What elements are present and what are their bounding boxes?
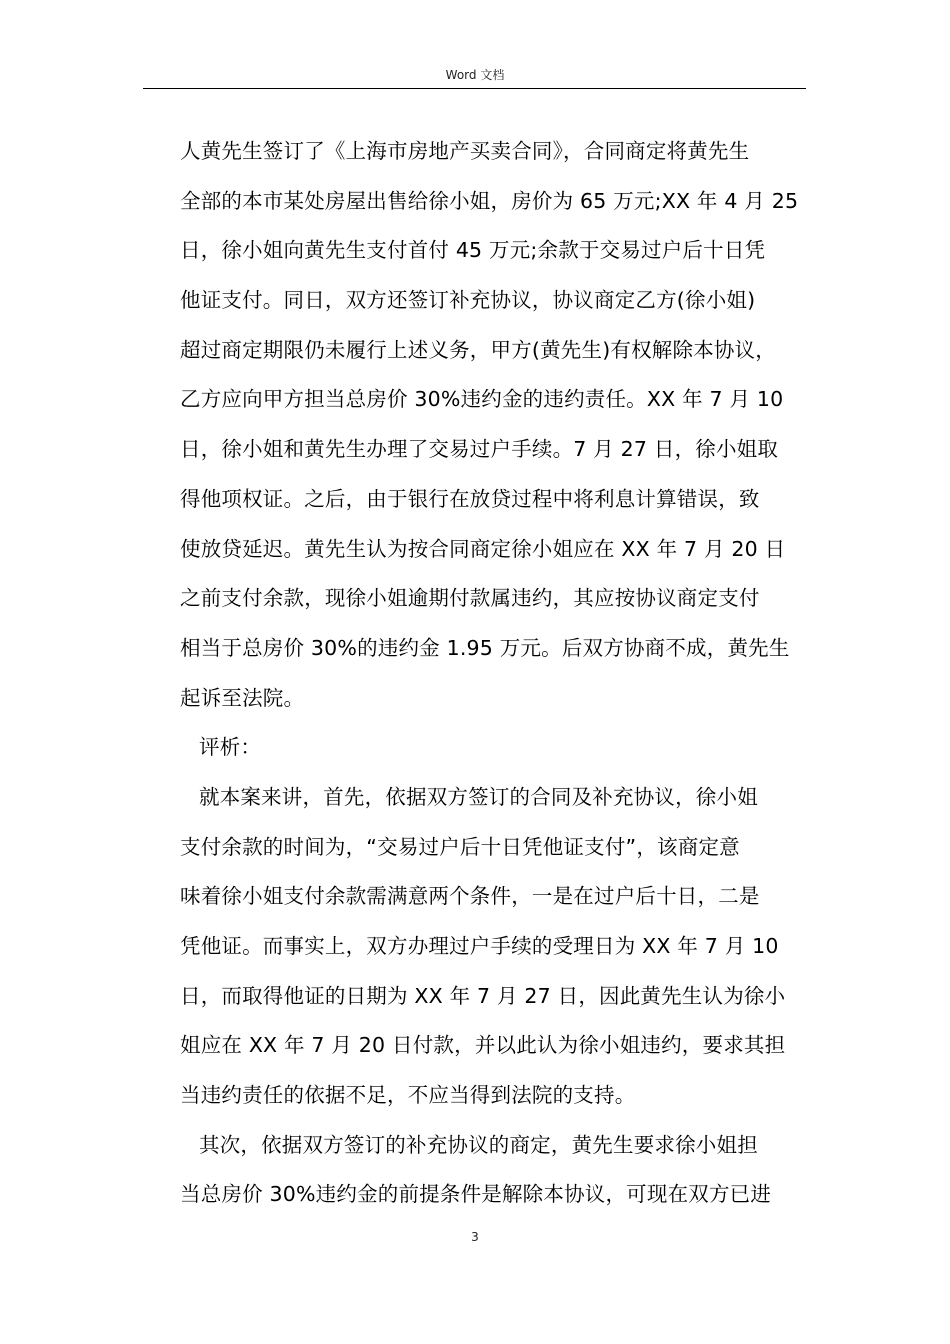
text-line: 当总房价 30%违约金的前提条件是解除本协议，可现在双方已进 [180, 1182, 772, 1207]
text-line: 得他项权证。之后，由于银行在放贷过程中将利息计算错误，致 [180, 486, 760, 511]
text-line: 日，而取得他证的日期为 XX 年 7 月 27 日，因此黄先生认为徐小 [180, 983, 786, 1008]
text-line: 当违约责任的依据不足，不应当得到法院的支持。 [180, 1083, 636, 1108]
text-line: 相当于总房价 30%的违约金 1.95 万元。后双方协商不成，黄先生 [180, 635, 790, 660]
text-line: 起诉至法院。 [180, 685, 305, 710]
header-divider [143, 88, 806, 89]
text-line: 支付余款的时间为，“交易过户后十日凭他证支付”，该商定意 [180, 834, 740, 859]
text-line: 使放贷延迟。黄先生认为按合同商定徐小姐应在 XX 年 7 月 20 日 [180, 536, 786, 561]
text-line: 他证支付。同日，双方还签订补充协议，协议商定乙方(徐小姐) [180, 288, 756, 313]
text-line: 之前支付余款，现徐小姐逾期付款属违约，其应按协议商定支付 [180, 586, 760, 611]
text-line: 人黄先生签订了《上海市房地产买卖合同》，合同商定将黄先生 [180, 139, 750, 163]
text-line: 乙方应向甲方担当总房价 30%违约金的违约责任。XX 年 7 月 10 [180, 387, 784, 412]
section-heading: 评析： [199, 735, 262, 760]
text-line: 日，徐小姐向黄先生支付首付 45 万元;余款于交易过户后十日凭 [180, 238, 766, 263]
text-line: 日，徐小姐和黄先生办理了交易过户手续。7 月 27 日，徐小姐取 [180, 437, 779, 462]
document-body [180, 127, 806, 1220]
text-line: 其次，依据双方签订的补充协议的商定，黄先生要求徐小姐担 [199, 1132, 758, 1157]
page-number: 3 [471, 1230, 479, 1244]
text-line: 姐应在 XX 年 7 月 20 日付款，并以此认为徐小姐违约，要求其担 [180, 1033, 786, 1058]
page-header: Word 文档 [445, 68, 505, 82]
text-line: 超过商定期限仍未履行上述义务，甲方(黄先生)有权解除本协议， [180, 337, 776, 362]
text-line: 味着徐小姐支付余款需满意两个条件，一是在过户后十日，二是 [180, 884, 760, 909]
text-line: 就本案来讲，首先，依据双方签订的合同及补充协议，徐小姐 [199, 784, 758, 809]
text-line: 凭他证。而事实上，双方办理过户手续的受理日为 XX 年 7 月 10 [180, 934, 779, 958]
text-line: 全部的本市某处房屋出售给徐小姐，房价为 65 万元;XX 年 4 月 25 [180, 188, 799, 213]
